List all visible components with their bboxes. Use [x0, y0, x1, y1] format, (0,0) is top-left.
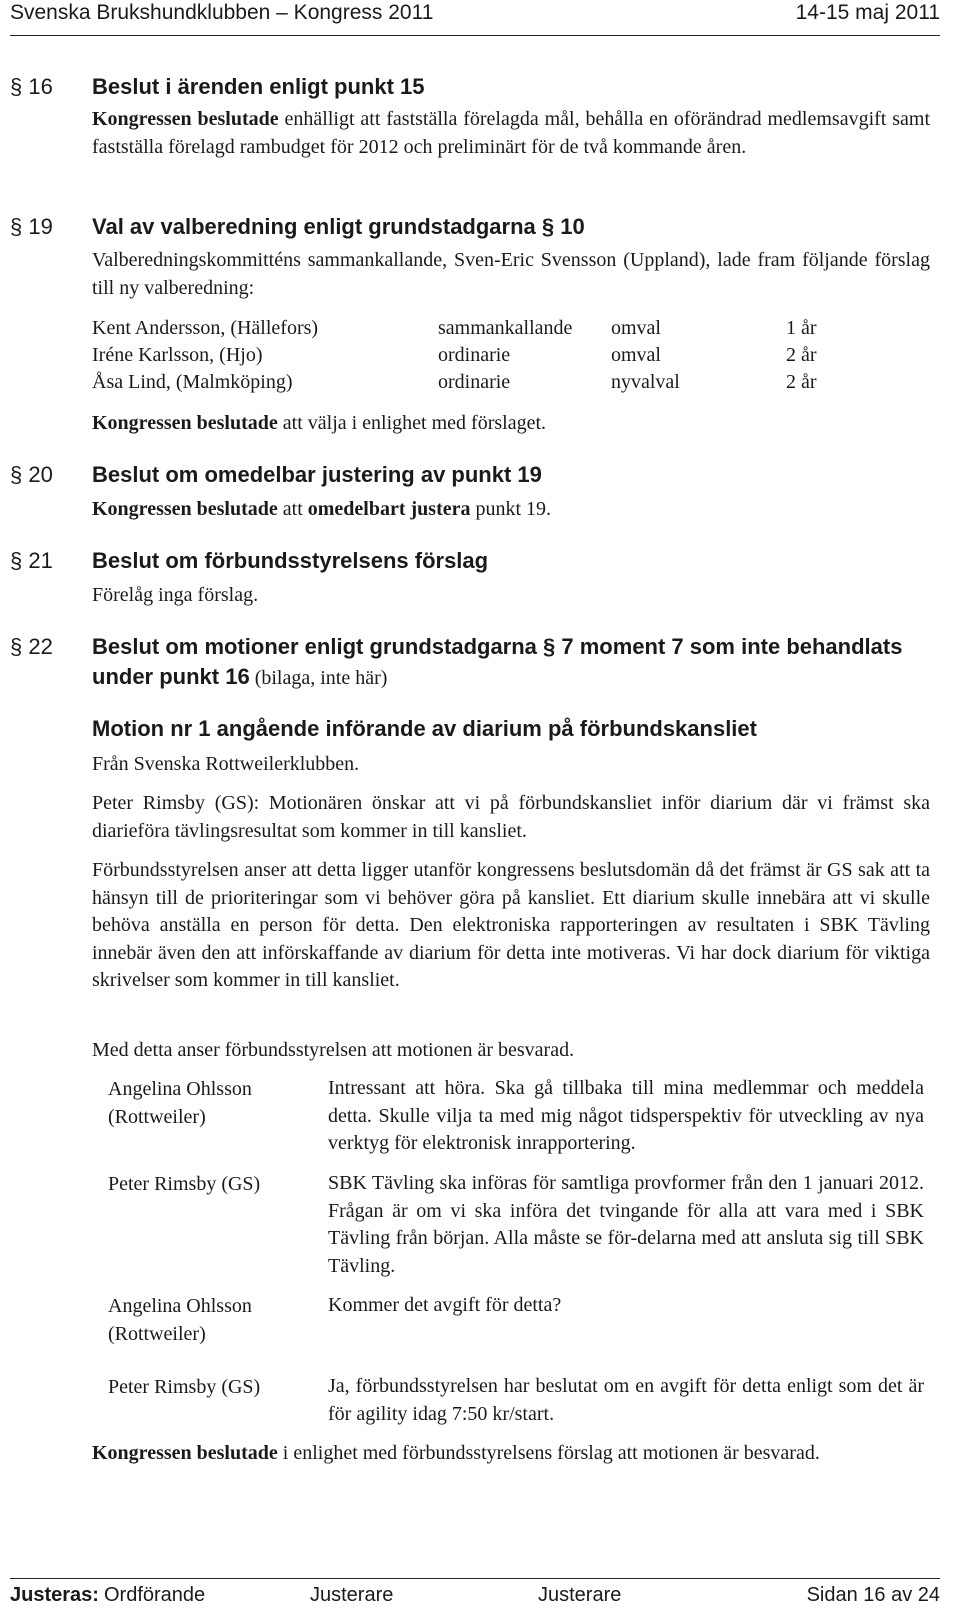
- section-19-intro: Valberedningskommitténs sammankallande, Sven-Eric Svensson (Uppland), lade fram följande förslag till ny valberedning:: [92, 249, 930, 299]
- dialogue-text: Intressant att höra. Ska gå tillbaka till mina medlemmar och meddela detta. Skulle vilja ta med mig något tidsperspektiv för utveckling av nya verktyg för elektronisk inrapportering.: [328, 1077, 924, 1154]
- nominee-term: 2 år: [786, 371, 817, 393]
- nominee-role: ordinarie: [438, 371, 511, 393]
- decision-lead: Kongressen beslutade: [92, 498, 278, 520]
- section-title: Beslut i ärenden enligt punkt 15: [92, 74, 425, 99]
- section-title: Beslut om omedelbar justering av punkt 19: [92, 462, 542, 487]
- page-footer: [10, 1582, 940, 1608]
- header-title: Svenska Brukshundklubben – Kongress 2011: [10, 1, 434, 24]
- nominee-name: Kent Andersson, (Hällefors): [92, 317, 319, 339]
- motion-origin: Från Svenska Rottweilerklubben.: [92, 753, 360, 775]
- page-header: [10, 0, 940, 26]
- decision-lead: Kongressen beslutade: [92, 412, 278, 434]
- section-19-decision: [92, 410, 930, 438]
- decision-text: punkt 19.: [470, 498, 552, 520]
- section-16-decision: [92, 106, 930, 161]
- dialogue-text: Kommer det avgift för detta?: [328, 1294, 562, 1316]
- section-number: § 22: [10, 634, 53, 659]
- decision-text: att: [277, 498, 308, 520]
- nominee-row: [92, 368, 892, 396]
- decision-text: enhälligt att fastställa förelagda mål, behålla en oförändrad medlemsavgift samt fastställa förelagd rambudget för 2012 och preliminärt för de två kommande åren.: [92, 108, 931, 158]
- section-title-text: Beslut om motioner enligt grundstadgarna § 7 moment 7 som inte behandlats under punkt 16: [92, 634, 903, 689]
- decision-text: i enlighet med förbundsstyrelsens förslag att motionen är besvarad.: [277, 1442, 820, 1464]
- nominee-role: ordinarie: [438, 344, 511, 366]
- footer-label: Justeras:: [10, 1584, 99, 1606]
- nominee-row: [92, 341, 892, 369]
- motion-title: Motion nr 1 angående införande av diarium på förbundskansliet: [92, 716, 757, 741]
- nominee-role: sammankallande: [438, 317, 573, 339]
- decision-lead: Kongressen beslutade: [92, 1442, 278, 1464]
- motion-paragraph-3: Med detta anser förbundsstyrelsen att motionen är besvarad.: [92, 1039, 575, 1061]
- nominee-row: [92, 314, 892, 342]
- section-title: Beslut om förbundsstyrelsens förslag: [92, 548, 489, 573]
- decision-bold: omedelbart justera: [307, 498, 471, 520]
- nominee-name: Iréne Karlsson, (Hjo): [92, 344, 263, 366]
- nominee-name: Åsa Lind, (Malmköping): [92, 371, 293, 393]
- footer-adjuster-2: Justerare: [538, 1584, 622, 1606]
- footer-chair: Ordförande: [104, 1584, 206, 1606]
- section-title-note: (bilaga, inte här): [249, 667, 388, 689]
- dialogue-speaker: Angelina Ohlsson (Rottweiler): [108, 1078, 252, 1128]
- footer-divider: [10, 1578, 940, 1579]
- header-date: 14-15 maj 2011: [795, 1, 940, 24]
- dialogue-speaker: Peter Rimsby (GS): [108, 1173, 261, 1195]
- page-number: Sidan 16 av 24: [806, 1584, 940, 1606]
- nominee-election-type: nyvalval: [611, 371, 680, 393]
- dialogue-text: Ja, förbundsstyrelsen har beslutat om en avgift för detta enligt som det är för agility idag 7:50 kr/start.: [328, 1375, 924, 1425]
- dialogue-speaker: Peter Rimsby (GS): [108, 1376, 261, 1398]
- section-number: § 19: [10, 214, 53, 239]
- section-number: § 16: [10, 74, 53, 99]
- dialogue-text: SBK Tävling ska införas för samtliga provformer från den 1 januari 2012. Frågan är om vi ska införa det tvingande för alla att vara med i SBK Tävling från början. Alla måste se för-delarna med att ansluta sig till SBK Tävling.: [328, 1172, 924, 1277]
- nominee-term: 2 år: [786, 344, 817, 366]
- section-title: Val av valberedning enligt grundstadgarna § 10: [92, 214, 585, 239]
- section-number: § 21: [10, 548, 53, 573]
- section-20-decision: [92, 496, 930, 524]
- section-number: § 20: [10, 462, 53, 487]
- section-21-text: Förelåg inga förslag.: [92, 584, 259, 606]
- dialogue-speaker: Angelina Ohlsson (Rottweiler): [108, 1295, 252, 1345]
- decision-text: att välja i enlighet med förslaget.: [277, 412, 547, 434]
- nominee-election-type: omval: [611, 317, 661, 339]
- section-title: [92, 632, 932, 693]
- motion-paragraph-2: Förbundsstyrelsen anser att detta ligger utanför kongressens beslutsdomän då det främst är GS sak att ta hänsyn till de prioriteringar som vi behöver göra på kansliet. Ett diarium skulle innebära att vi skulle behöva anställa en person för detta. Den elektroniska rapporteringen av resultaten i SBK Tävling innebär även den att införskaffande av diarium för detta inte motiveras. Vi har dock diarium för viktiga skrivelser som kommer in till kansliet.: [92, 859, 930, 991]
- section-22-decision: [92, 1440, 930, 1468]
- decision-lead: Kongressen beslutade: [92, 108, 279, 130]
- motion-paragraph-1: Peter Rimsby (GS): Motionären önskar att vi på förbundskansliet inför diarium där vi främst ska diarieföra tävlingsresultat som kommer in till kansliet.: [92, 792, 930, 842]
- header-divider: [10, 35, 940, 36]
- nominee-term: 1 år: [786, 317, 817, 339]
- footer-adjuster-1: Justerare: [310, 1584, 394, 1606]
- nominee-election-type: omval: [611, 344, 661, 366]
